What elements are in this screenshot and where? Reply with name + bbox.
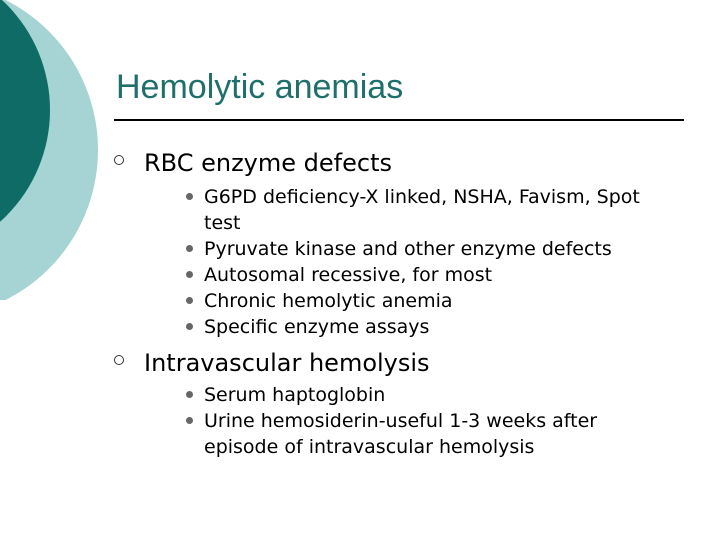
sub-bullet-text: Specific enzyme assays [204, 316, 430, 338]
hollow-circle-bullet-icon [114, 355, 124, 365]
sub-bullet-text: Autosomal recessive, for most [204, 264, 493, 286]
dot-bullet-icon [186, 245, 193, 252]
sub-bullet-text: Chronic hemolytic anemia [204, 290, 453, 312]
sub-bullet [144, 314, 674, 340]
slide-title: Hemolytic anemias [116, 68, 404, 106]
slide-content [114, 146, 674, 460]
decorative-circles [0, 0, 130, 300]
sub-bullet-list [144, 184, 674, 340]
dot-bullet-icon [186, 323, 193, 330]
sub-bullet [144, 262, 674, 288]
title-divider [114, 119, 684, 121]
sub-bullet [144, 408, 674, 460]
dot-bullet-icon [186, 297, 193, 304]
hollow-circle-bullet-icon [114, 155, 124, 165]
sub-bullet-text: Urine hemosiderin-useful 1-3 weeks after episode of intravascular hemolysis [204, 410, 598, 458]
dot-bullet-icon [186, 417, 193, 424]
bullet-intravascular-hemolysis [114, 346, 674, 460]
sub-bullet-list [144, 382, 674, 460]
bullet-text: RBC enzyme defects [144, 149, 392, 177]
dot-bullet-icon [186, 193, 193, 200]
dot-bullet-icon [186, 391, 193, 398]
sub-bullet-text: G6PD deficiency-X linked, NSHA, Favism, Spot test [204, 186, 640, 234]
sub-bullet-text: Serum haptoglobin [204, 384, 386, 406]
bullet-rbc-enzyme-defects [114, 146, 674, 340]
sub-bullet [144, 184, 674, 236]
sub-bullet [144, 382, 674, 408]
sub-bullet [144, 236, 674, 262]
sub-bullet [144, 288, 674, 314]
bullet-text: Intravascular hemolysis [144, 349, 430, 377]
dot-bullet-icon [186, 271, 193, 278]
sub-bullet-text: Pyruvate kinase and other enzyme defects [204, 238, 612, 260]
